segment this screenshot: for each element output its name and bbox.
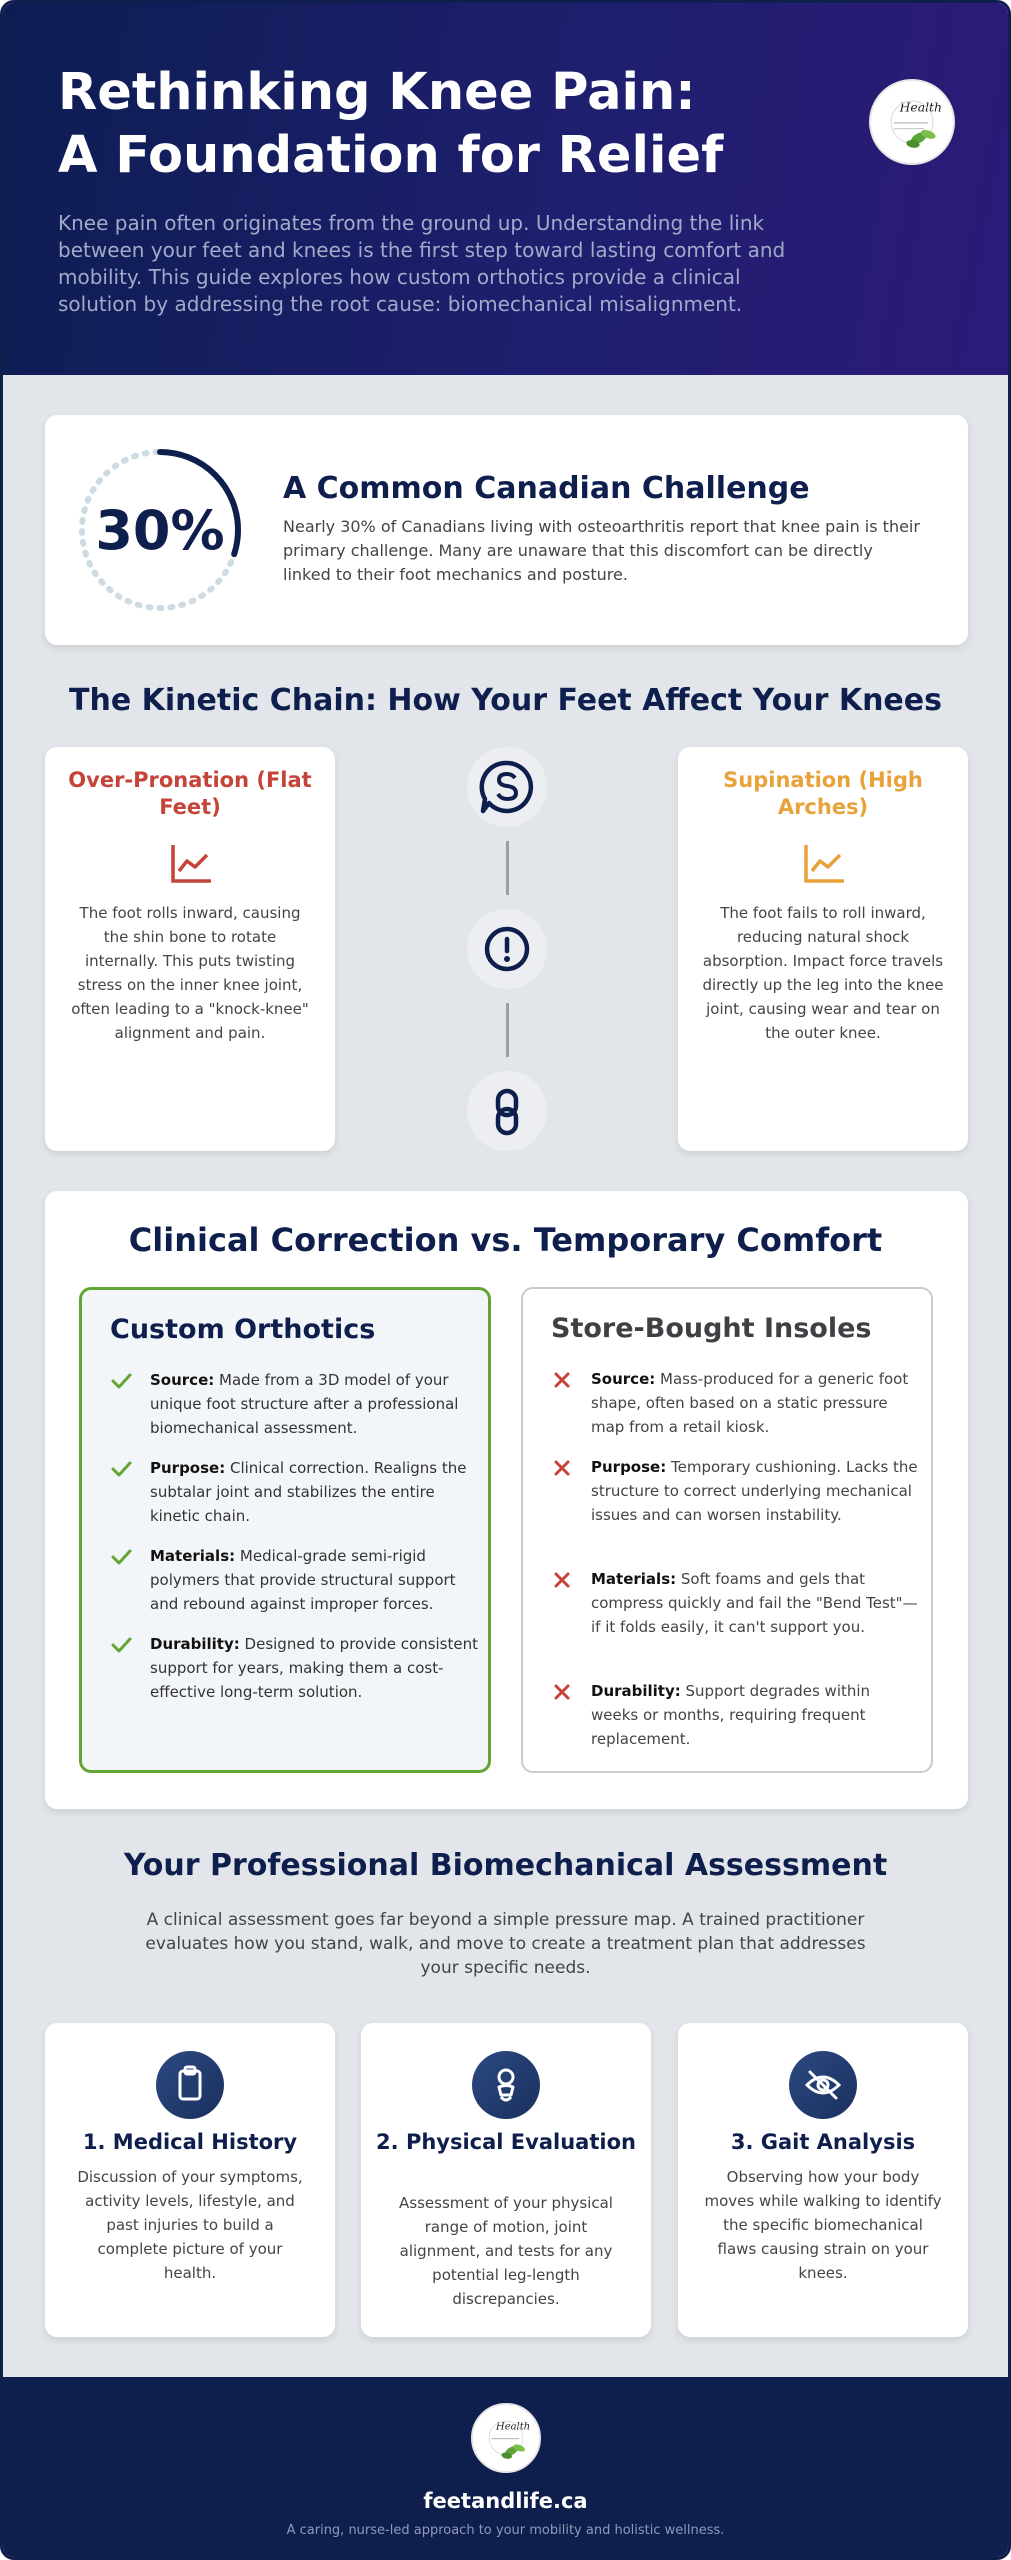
item-description: Mass-produced for a generic foot shape, often based on a static pressure map from a retail kiosk. [591, 1370, 909, 1436]
over-pronation-text: The foot rolls inward, causing the shin bone to rotate internally. This puts twisting stress on the inner knee joint, often leading to a "knock-knee" alignment and pain. [71, 904, 309, 1042]
chart-line-icon [798, 839, 848, 889]
step-card-physical-evaluation [361, 2023, 651, 2337]
cross-icon [551, 1369, 573, 1391]
supination-title: Supination (High Arches) [723, 768, 923, 819]
item-label: Source: [150, 1371, 215, 1389]
store-insoles-title: Store-Bought Insoles [551, 1313, 872, 1344]
item-label: Source: [591, 1370, 656, 1388]
item-description: Support degrades within weeks or months, requiring frequent replacement. [591, 1682, 871, 1748]
assessment-intro: A clinical assessment goes far beyond a simple pressure map. A trained practitioner evaluates how you stand, walk, and move to create a treatment plan that addresses your specific needs. [145, 1910, 866, 1978]
item-description: Medical-grade semi-rigid polymers that provide structural support and rebound against improper forces. [150, 1547, 456, 1613]
cross-icon [551, 1569, 573, 1591]
svg-text:Health: Health [899, 99, 943, 115]
step-text: Assessment of your physical range of motion, joint alignment, and tests for any potential leg-length discrepancies. [399, 2194, 613, 2308]
item-text [150, 1368, 480, 1440]
stat-description: Nearly 30% of Canadians living with osteoarthritis report that knee pain is their primary challenge. Many are unaware that this discomfort can be directly linked to their foot mechanics and posture. [283, 517, 920, 584]
item-label: Materials: [591, 1570, 677, 1588]
clipboard-icon [156, 2051, 224, 2119]
custom-orthotics-title: Custom Orthotics [110, 1314, 376, 1345]
item-description: Made from a 3D model of your unique foot structure after a professional biomechanical assessment. [150, 1371, 459, 1437]
header-banner [3, 3, 1008, 375]
item-text [591, 1679, 921, 1751]
footer-logo [471, 2403, 541, 2473]
exclamation-icon [467, 909, 547, 989]
step-text: Observing how your body moves while walking to identify the specific biomechanical flaws causing strain on your knees. [704, 2168, 942, 2282]
comparison-card [45, 1191, 968, 1809]
store-insoles-column [521, 1287, 933, 1773]
brand-logo [869, 79, 955, 165]
item-label: Durability: [150, 1635, 240, 1653]
kinetic-chain-title: The Kinetic Chain: How Your Feet Affect Your Knees [69, 683, 942, 718]
step-card-gait-analysis [678, 2023, 968, 2337]
title-line-2: A Foundation for Relief [58, 126, 724, 185]
stat-card [45, 415, 968, 645]
check-icon [110, 1370, 132, 1392]
step-title: 1. Medical History [82, 2130, 298, 2154]
item-text [591, 1455, 921, 1527]
custom-orthotics-column [79, 1287, 491, 1773]
check-icon [110, 1546, 132, 1568]
item-description: Temporary cushioning. Lacks the structure to correct underlying mechanical issues and can worsen instability. [591, 1458, 918, 1524]
title-line-1: Rethinking Knee Pain: [58, 63, 696, 122]
item-label: Purpose: [150, 1459, 226, 1477]
eye-slash-icon [789, 2051, 857, 2119]
chain-connector [506, 1003, 509, 1057]
item-text [150, 1632, 480, 1704]
intro-text: Knee pain often originates from the ground up. Understanding the link between your feet and knees is the first step toward lasting comfort and mobility. This guide explores how custom orthotics provide a clinical solution by addressing the root cause: biomechanical misalignment. [58, 211, 786, 316]
over-pronation-card [45, 747, 335, 1151]
chart-line-icon [165, 839, 215, 889]
stat-value: 30% [95, 498, 225, 562]
cross-icon [551, 1681, 573, 1703]
link-icon [467, 1071, 547, 1151]
page-title [58, 61, 818, 187]
over-pronation-title: Over-Pronation (Flat Feet) [68, 768, 312, 819]
check-icon [110, 1634, 132, 1656]
step-card-medical-history [45, 2023, 335, 2337]
footer-site-link[interactable]: feetandlife.ca [423, 2489, 588, 2513]
step-title: 2. Physical Evaluation [376, 2130, 636, 2154]
item-text [591, 1567, 921, 1639]
stat-title: A Common Canadian Challenge [283, 471, 810, 506]
check-icon [110, 1458, 132, 1480]
supination-card [678, 747, 968, 1151]
footer-tagline: A caring, nurse-led approach to your mobility and holistic wellness. [286, 2523, 725, 2538]
cross-icon [551, 1457, 573, 1479]
supination-text: The foot fails to roll inward, reducing natural shock absorption. Impact force travels directly up the leg into the knee joint, causing wear and tear on the outer knee. [702, 904, 944, 1042]
chain-connector [506, 841, 509, 895]
item-label: Durability: [591, 1682, 681, 1700]
comparison-title: Clinical Correction vs. Temporary Comfort [128, 1221, 883, 1259]
svg-text:Health: Health [496, 2421, 531, 2433]
item-text [591, 1367, 921, 1439]
footer [3, 2377, 1008, 2560]
speech-s-icon [467, 747, 547, 827]
person-exam-icon [472, 2051, 540, 2119]
item-label: Purpose: [591, 1458, 667, 1476]
item-description: Soft foams and gels that compress quickly and fail the "Bend Test"—if it folds easily, it can't support you. [591, 1570, 918, 1636]
item-description: Designed to provide consistent support for years, making them a cost-effective long-term solution. [150, 1635, 478, 1701]
assessment-title: Your Professional Biomechanical Assessment [123, 1848, 888, 1883]
item-label: Materials: [150, 1547, 236, 1565]
step-text: Discussion of your symptoms, activity levels, lifestyle, and past injuries to build a complete picture of your health. [77, 2168, 303, 2282]
item-text [150, 1544, 480, 1616]
item-description: Clinical correction. Realigns the subtalar joint and stabilizes the entire kinetic chain. [150, 1459, 467, 1525]
step-title: 3. Gait Analysis [730, 2130, 916, 2154]
item-text [150, 1456, 480, 1528]
